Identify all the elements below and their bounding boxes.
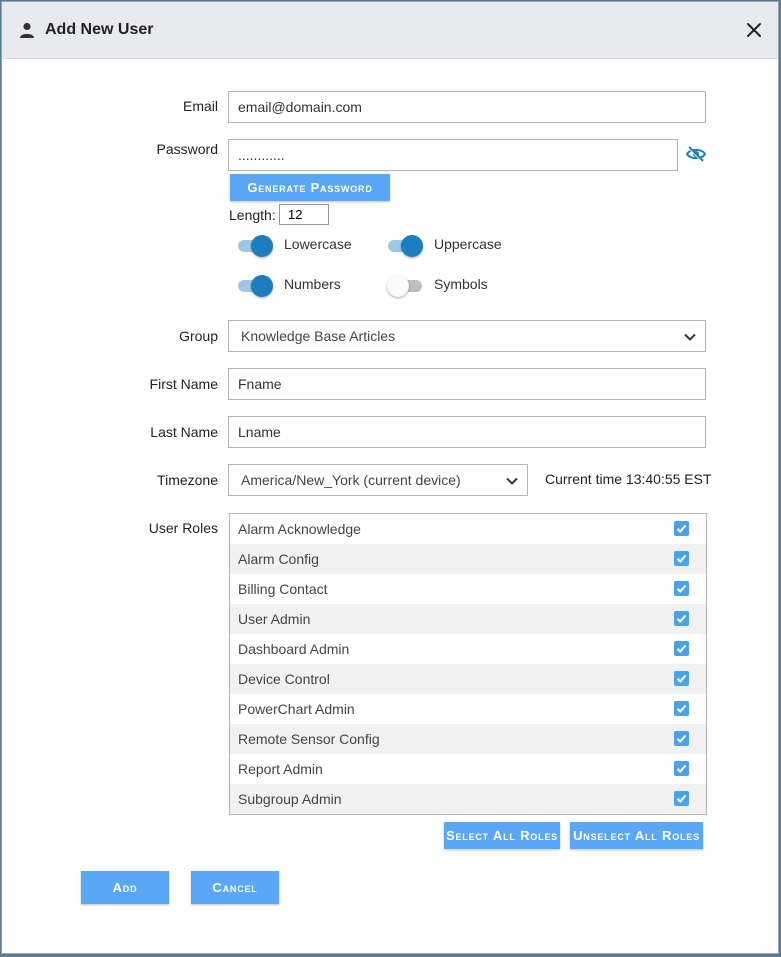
- eye-slash-icon[interactable]: [685, 145, 707, 163]
- user-roles-label: User Roles: [148, 520, 218, 536]
- role-label: Device Control: [238, 671, 330, 687]
- role-label: Report Admin: [238, 761, 323, 777]
- role-label: Alarm Acknowledge: [238, 521, 361, 537]
- list-item: [230, 634, 706, 664]
- password-field[interactable]: [228, 139, 678, 171]
- role-checkbox[interactable]: [674, 731, 689, 746]
- group-select[interactable]: [228, 320, 706, 352]
- timezone-value: America/New_York (current device): [241, 472, 461, 488]
- role-checkbox[interactable]: [674, 641, 689, 656]
- lowercase-toggle[interactable]: [238, 234, 274, 256]
- check-icon: [675, 702, 688, 715]
- dialog-header: [2, 2, 778, 59]
- close-icon[interactable]: [745, 21, 763, 39]
- current-time: Current time 13:40:55 EST: [545, 471, 712, 487]
- check-icon: [675, 522, 688, 535]
- role-label: Dashboard Admin: [238, 641, 350, 657]
- role-checkbox[interactable]: [674, 611, 689, 626]
- last-name-label: Last Name: [150, 424, 218, 440]
- length-label: Length:: [229, 207, 276, 223]
- cancel-button[interactable]: Cancel: [191, 871, 279, 904]
- check-icon: [675, 582, 688, 595]
- first-name-field[interactable]: [228, 368, 706, 400]
- list-item: [230, 604, 706, 634]
- list-item: [230, 664, 706, 694]
- list-item: [230, 784, 706, 814]
- add-user-dialog: [1, 1, 779, 954]
- email-field[interactable]: [228, 91, 706, 123]
- check-icon: [675, 792, 688, 805]
- unselect-all-roles-button[interactable]: Unselect All Roles: [570, 822, 703, 849]
- role-checkbox[interactable]: [674, 551, 689, 566]
- length-input[interactable]: [279, 204, 329, 225]
- list-item: [230, 544, 706, 574]
- numbers-label: Numbers: [284, 276, 341, 292]
- timezone-select[interactable]: [228, 464, 528, 496]
- uppercase-label: Uppercase: [434, 236, 502, 252]
- chevron-down-icon: [683, 330, 697, 344]
- numbers-toggle[interactable]: [238, 274, 274, 296]
- check-icon: [675, 552, 688, 565]
- symbols-toggle[interactable]: [388, 274, 424, 296]
- generate-password-button[interactable]: Generate Password: [230, 174, 390, 201]
- check-icon: [675, 732, 688, 745]
- role-label: Billing Contact: [238, 581, 328, 597]
- role-checkbox[interactable]: [674, 791, 689, 806]
- role-label: PowerChart Admin: [238, 701, 355, 717]
- role-checkbox[interactable]: [674, 671, 689, 686]
- chevron-down-icon: [505, 474, 519, 488]
- role-label: User Admin: [238, 611, 311, 627]
- user-icon: [19, 22, 35, 38]
- role-checkbox[interactable]: [674, 701, 689, 716]
- uppercase-toggle[interactable]: [388, 234, 424, 256]
- check-icon: [675, 672, 688, 685]
- group-value: Knowledge Base Articles: [241, 328, 396, 344]
- check-icon: [675, 642, 688, 655]
- select-all-roles-button[interactable]: Select All Roles: [444, 822, 560, 849]
- check-icon: [675, 612, 688, 625]
- role-checkbox[interactable]: [674, 761, 689, 776]
- user-roles-list: [229, 513, 707, 815]
- group-label: Group: [179, 328, 218, 344]
- dialog-title: Add New User: [45, 21, 154, 38]
- role-label: Subgroup Admin: [238, 791, 342, 807]
- list-item: [230, 694, 706, 724]
- role-label: Alarm Config: [238, 551, 319, 567]
- first-name-label: First Name: [149, 376, 218, 392]
- role-checkbox[interactable]: [674, 521, 689, 536]
- role-label: Remote Sensor Config: [238, 731, 380, 747]
- lowercase-label: Lowercase: [284, 236, 352, 252]
- list-item: [230, 574, 706, 604]
- add-button[interactable]: Add: [81, 871, 169, 904]
- timezone-label: Timezone: [157, 472, 218, 488]
- check-icon: [675, 762, 688, 775]
- list-item: [230, 724, 706, 754]
- role-checkbox[interactable]: [674, 581, 689, 596]
- email-label: Email: [182, 98, 218, 114]
- list-item: [230, 514, 706, 544]
- symbols-label: Symbols: [434, 276, 488, 292]
- password-label: Password: [156, 141, 218, 157]
- list-item: [230, 754, 706, 784]
- last-name-field[interactable]: [228, 416, 706, 448]
